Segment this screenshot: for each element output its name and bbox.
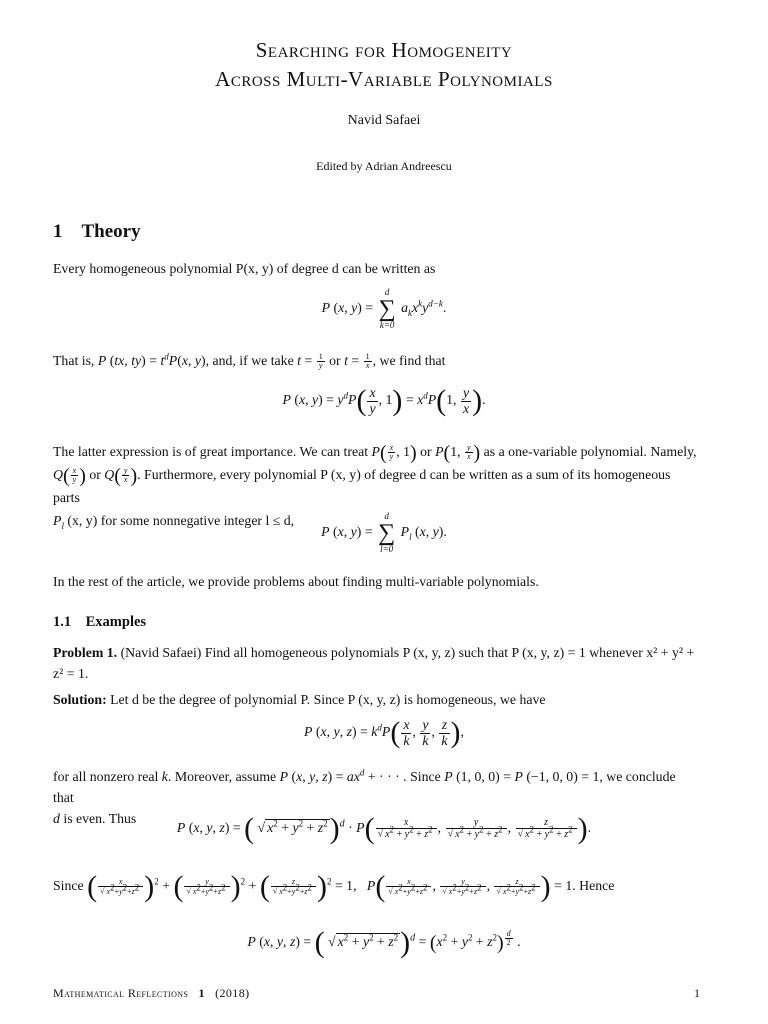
since-line: Since ( $\frac{x}{√ x^2+y^2+z^2}$ )$^2$ + ( $\frac{y}{√ x^2+y^2+z^2}$ )$^2$ + ( $\frac{z}{√ x^2+y^2+z^2}$ )$^2$ = 1, P( $\frac{x}{√ x^2+y^2+z^2}$ , $\frac{y}{√ x^2+y^2+z^2}$ , $\frac{z}{√ x^2+y^2+z^2}$ ) = 1. Hence [53, 870, 615, 903]
solution-label: Solution: [53, 692, 107, 707]
footer-journal-name: Mathematical Reflections [53, 986, 189, 1000]
author: Navid Safaei [347, 113, 421, 128]
section-number: 1 [53, 221, 63, 242]
since-word: Since [53, 878, 84, 894]
solution-text: Let d be the degree of polynomial P. Since P (x, y, z) is homogeneous, we have [110, 692, 546, 707]
equation-scaling: P (x, y, $z) = k^dP$( $\frac{x}{k}$ , $\frac{y}{k}$ , $\frac{z}{k}$ ), [304, 716, 464, 749]
page-number: 1 [694, 986, 700, 1000]
paragraph-4: In the rest of the article, we provide problems about finding multi-variable polynomials. [53, 574, 539, 589]
problem-text-2: z² = 1. [53, 666, 89, 681]
footer-issue: 1 [198, 986, 205, 1000]
equation-sum-1: P (x, y) = d ∑ k=0 $a_kx^ky^{d-k}$. [321, 287, 447, 330]
paragraph-5: for all nonzero real k. Moreover, assume P (x, y, $z) = ax^d$ + · · · . Since P (1, 0, 0) = P (−1, 0, 0) = 1, we conclude that d is even. Thus [53, 767, 676, 826]
problem-text: (Navid Safaei) Find all homogeneous polynomials P (x, y, z) such that P (x, y, z) = 1 whenever x² + y² + [120, 645, 695, 660]
paragraph-2: That is, P (tx, $ty) = t^dP(x$, y), and, if we take t = $\frac{1}{y}$ or t = $\frac{1}{x}$ , we find that [53, 351, 446, 371]
paper-title [0, 36, 768, 94]
para3-text-b: as a one-variable polynomial. Namely, [483, 444, 697, 459]
equation-result: P (x, y, z) = ( √ $x^2 + y^2 + z^2)^d = (x^2 + y^2 + z^2)$ $^{\frac{d}{2}}$ . [247, 926, 521, 959]
problem-label: Problem 1. [53, 645, 118, 660]
subsection-heading [53, 614, 146, 631]
footer-journal [53, 986, 250, 1001]
equation-dehomogenize: P (x, $y) = y^dP$( $\frac{x}{y}$ , $1) = x^dP(1$, $\frac{y}{x}$ ). [282, 384, 486, 417]
subsection-number: 1.1 [53, 614, 72, 630]
equation-sum-homogeneous: P (x, y) = d ∑ l=0 $P_l$ (x, y). [321, 511, 447, 554]
paragraph-3: The latter expression is of great importance. We can treat P( $\frac{x}{y}$ , 1) or P(1, $\frac{y}{x}$ ) as a one-variable polynomial. Namely, Q( $\frac{x}{y}$ ) or Q( $\frac{y}{x}$ ). Furthermore, every polynomial P (x, y) of degree d can be written as a sum of its homogeneous parts $P_l$ (x, y) for some nonnegative integer l ≤ d, [53, 441, 697, 531]
solution [53, 689, 699, 710]
hence-text: = 1. Hence [554, 878, 615, 894]
paragraph-1: Every homogeneous polynomial P(x, y) of degree d can be written as [53, 261, 436, 276]
title-line-1: Searching for Homogeneity [255, 38, 513, 62]
problem-1 [53, 642, 699, 684]
editor: Edited by Adrian Andreescu [316, 159, 452, 173]
subsection-title: Examples [85, 614, 147, 630]
footer-year: (2018) [215, 986, 250, 1000]
para3-text-c: . Furthermore, every polynomial P (x, y) of degree d can be written as a sum of its homogeneous parts [53, 467, 671, 505]
para3-text-d: (x, y) for some nonnegative integer l ≤ d, [67, 513, 295, 528]
section-heading [53, 221, 141, 243]
para3-text-a: The latter expression is of great importance. We can treat [53, 444, 369, 459]
section-title: Theory [81, 221, 141, 242]
equation-thus: P (x, y, z) = ( √ $x^2 + y^2 + z^2)^d \cdot P$( $\frac{x}{√ x^2 + y^2 + z^2}$ , $\frac{y}{√ x^2 + y^2 + z^2}$ , $\frac{z}{√ x^2 + y^2 + z^2}$ ). [176, 812, 592, 845]
title-line-2: Across Multi-Variable Polynomials [215, 67, 553, 91]
